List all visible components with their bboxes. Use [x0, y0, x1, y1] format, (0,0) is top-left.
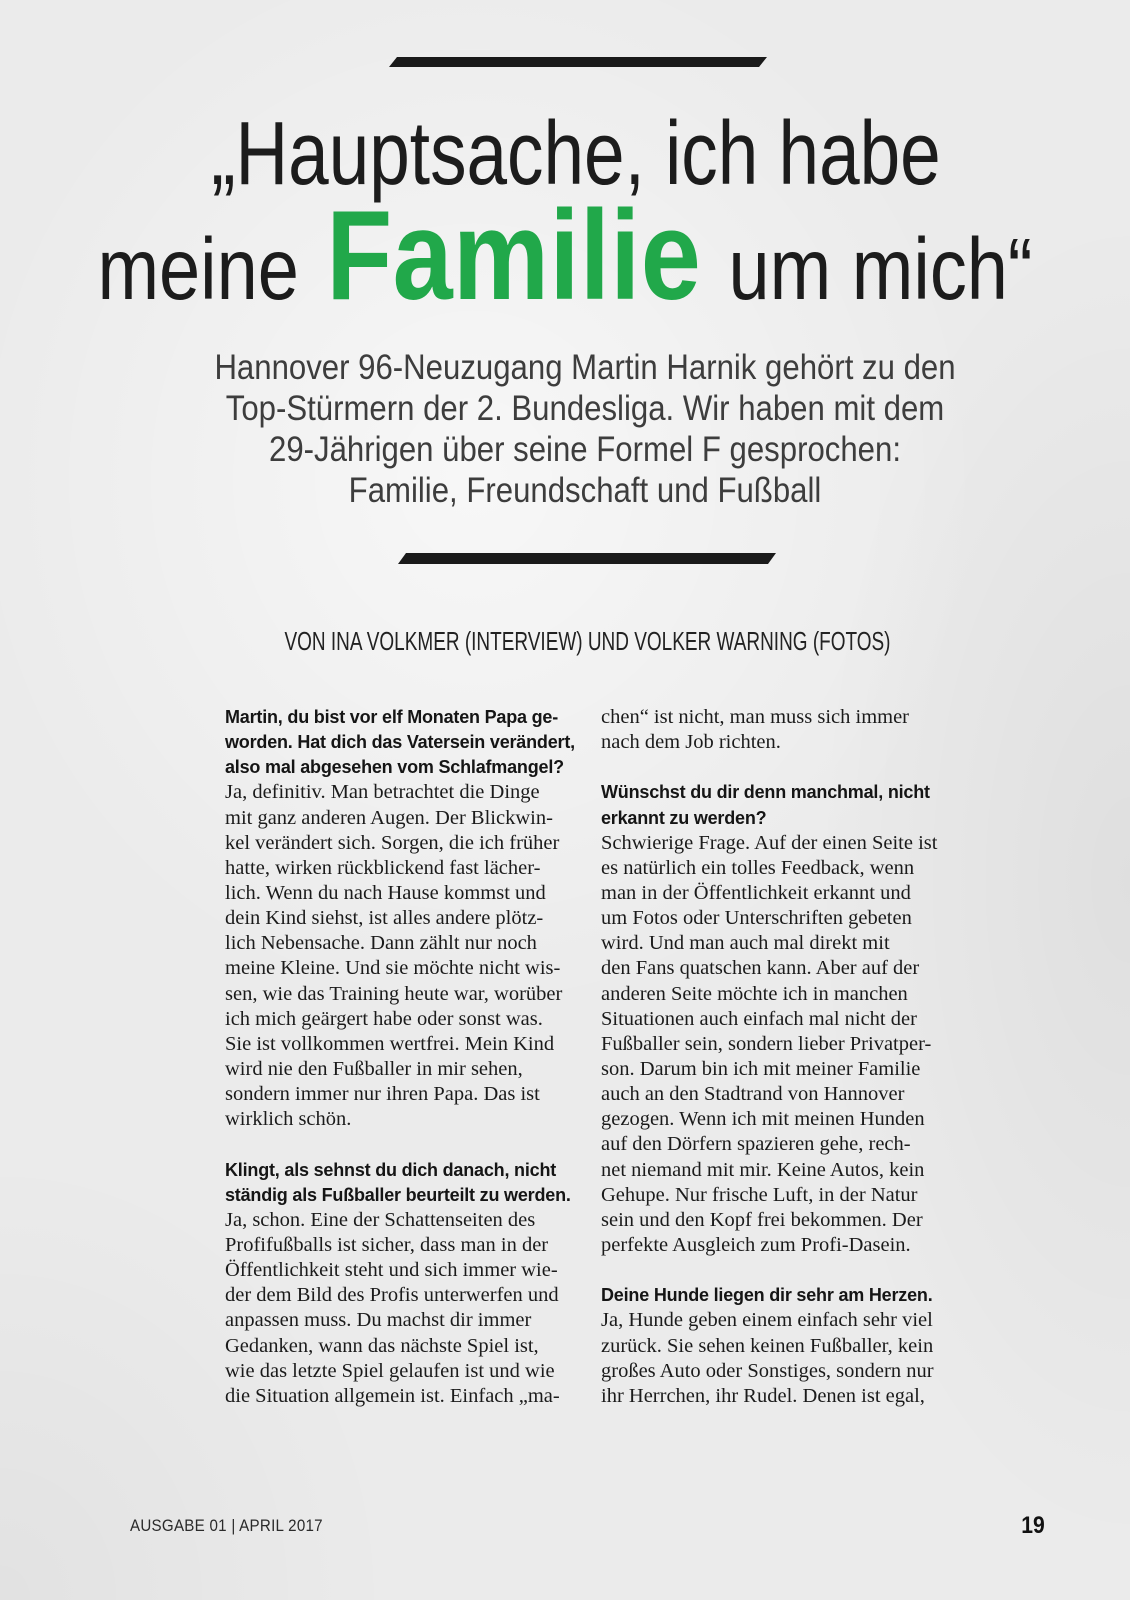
- text-line: lich. Wenn du nach Hause kommst und: [225, 881, 546, 904]
- text-line: ich mich geärgert habe oder sonst was.: [225, 1007, 543, 1030]
- text-line: gezogen. Wenn ich mit meinen Hunden: [601, 1108, 925, 1131]
- text-line: Klingt, als sehnst du dich danach, nicht: [225, 1159, 557, 1180]
- text-line: kel verändert sich. Sorgen, die ich früher: [225, 831, 560, 854]
- text-line: nach dem Job richten.: [601, 731, 781, 754]
- subtitle-line: Familie, Freundschaft und Fußball: [348, 471, 822, 510]
- text-line: perfekte Ausgleich zum Profi-Dasein.: [601, 1233, 911, 1256]
- text-line: Profifußballs ist sicher, dass man in der: [225, 1233, 549, 1256]
- text-line: Martin, du bist vor elf Monaten Papa ge-: [225, 707, 559, 727]
- subtitle-line: Hannover 96-Neuzugang Martin Harnik gehört zu den: [214, 348, 956, 387]
- text-line: sondern immer nur ihren Papa. Das ist: [225, 1083, 540, 1106]
- headline-highlight-word: Familie: [326, 184, 702, 326]
- text-line: es natürlich ein tolles Feedback, wenn: [601, 856, 915, 879]
- interview-answer: [225, 780, 590, 1132]
- subtitle-line: Top-Stürmern der 2. Bundesliga. Wir haben mit dem: [225, 389, 945, 428]
- text-line: net niemand mit mir. Keine Autos, kein: [601, 1158, 925, 1181]
- bottom-divider-bar: [398, 553, 776, 564]
- text-line: um Fotos oder Unterschriften gebeten: [601, 907, 912, 930]
- interview-answer: [225, 1208, 590, 1409]
- interview-question: [601, 780, 966, 830]
- text-line: den Fans quatschen kann. Aber auf der: [601, 957, 920, 980]
- text-line: auch an den Stadtrand von Hannover: [601, 1083, 905, 1106]
- interview-question: [225, 1158, 590, 1208]
- subtitle-line: 29-Jährigen über seine Formel F gesprochen:: [268, 430, 901, 469]
- text-line: sen, wie das Training heute war, worüber: [225, 982, 563, 1005]
- text-line: erkannt zu werden?: [601, 807, 767, 828]
- interview-answer: [601, 705, 966, 755]
- text-line: großes Auto oder Sonstiges, sondern nur: [601, 1359, 934, 1382]
- text-line: hatte, wirken rückblickend fast lächer-: [225, 856, 541, 879]
- article-column-left: [225, 705, 590, 1409]
- byline: VON INA VOLKMER (INTERVIEW) UND VOLKER WARNING (FOTOS): [284, 626, 891, 656]
- text-line: Gedanken, wann das nächste Spiel ist,: [225, 1334, 539, 1357]
- interview-answer: [601, 831, 966, 1258]
- text-line: auf den Dörfern spazieren gehe, rech-: [601, 1133, 911, 1156]
- text-line: son. Darum bin ich mit meiner Familie: [601, 1057, 921, 1080]
- text-line: Sie ist vollkommen wertfrei. Mein Kind: [225, 1032, 555, 1055]
- text-line: man in der Öffentlichkeit erkannt und: [601, 881, 911, 904]
- text-line: sein und den Kopf frei bekommen. Der: [601, 1208, 923, 1231]
- text-line: Gehupe. Nur frische Luft, in der Natur: [601, 1183, 918, 1206]
- text-line: Schwierige Frage. Auf der einen Seite ist: [601, 831, 938, 854]
- text-line: wird. Und man auch mal direkt mit: [601, 932, 890, 955]
- text-line: meine Kleine. Und sie möchte nicht wis-: [225, 957, 561, 980]
- text-line: lich Nebensache. Dann zählt nur noch: [225, 932, 537, 955]
- headline-line-1: „Hauptsache, ich habe: [211, 104, 941, 204]
- interview-question: [601, 1283, 966, 1308]
- text-line: Situationen auch einfach mal nicht der: [601, 1007, 917, 1030]
- text-line: Fußballer sein, sondern lieber Privatper-: [601, 1032, 932, 1055]
- text-line: wird nie den Fußballer in mir sehen,: [225, 1057, 523, 1080]
- text-line: Wünschst du dir denn manchmal, nicht: [601, 782, 930, 803]
- text-line: worden. Hat dich das Vatersein verändert,: [225, 732, 575, 753]
- text-line: dein Kind siehst, ist alles andere plötz-: [225, 907, 544, 930]
- headline-line-2: [85, 184, 1046, 326]
- text-line: der dem Bild des Profis unterwerfen und: [225, 1284, 559, 1307]
- text-line: also mal abgesehen vom Schlafmangel?: [225, 757, 564, 778]
- page-number: 19: [1021, 1512, 1045, 1539]
- text-line: Ja, definitiv. Man betrachtet die Dinge: [225, 781, 540, 804]
- article-column-right: [601, 705, 966, 1409]
- text-line: Ja, schon. Eine der Schattenseiten des: [225, 1208, 536, 1231]
- text-line: anpassen muss. Du machst dir immer: [225, 1309, 532, 1332]
- text-line: zurück. Sie sehen keinen Fußballer, kein: [601, 1334, 934, 1357]
- text-line: mit ganz anderen Augen. Der Blickwin-: [225, 806, 553, 829]
- text-line: die Situation allgemein ist. Einfach „ma-: [225, 1384, 560, 1407]
- text-line: Öffentlichkeit steht und sich immer wie-: [225, 1259, 558, 1282]
- footer-issue-info: AUSGABE 01 | APRIL 2017: [130, 1516, 323, 1535]
- text-line: Ja, Hunde geben einem einfach sehr viel: [601, 1309, 933, 1332]
- text-line: wie das letzte Spiel gelaufen ist und wie: [225, 1359, 555, 1382]
- text-line: anderen Seite möchte ich in manchen: [601, 982, 908, 1005]
- text-line: wirklich schön.: [225, 1108, 352, 1131]
- interview-question: [225, 705, 590, 780]
- interview-answer: [601, 1308, 966, 1409]
- top-divider-bar: [389, 57, 767, 67]
- text-line: chen“ ist nicht, man muss sich immer: [601, 706, 910, 728]
- headline-text-after: um mich“: [728, 221, 1033, 318]
- headline-text-before: meine: [97, 221, 299, 318]
- text-line: ihr Herrchen, ihr Rudel. Denen ist egal,: [601, 1384, 925, 1407]
- text-line: Deine Hunde liegen dir sehr am Herzen.: [601, 1285, 933, 1306]
- subtitle: [40, 347, 1130, 511]
- text-line: ständig als Fußballer beurteilt zu werden.: [225, 1184, 571, 1205]
